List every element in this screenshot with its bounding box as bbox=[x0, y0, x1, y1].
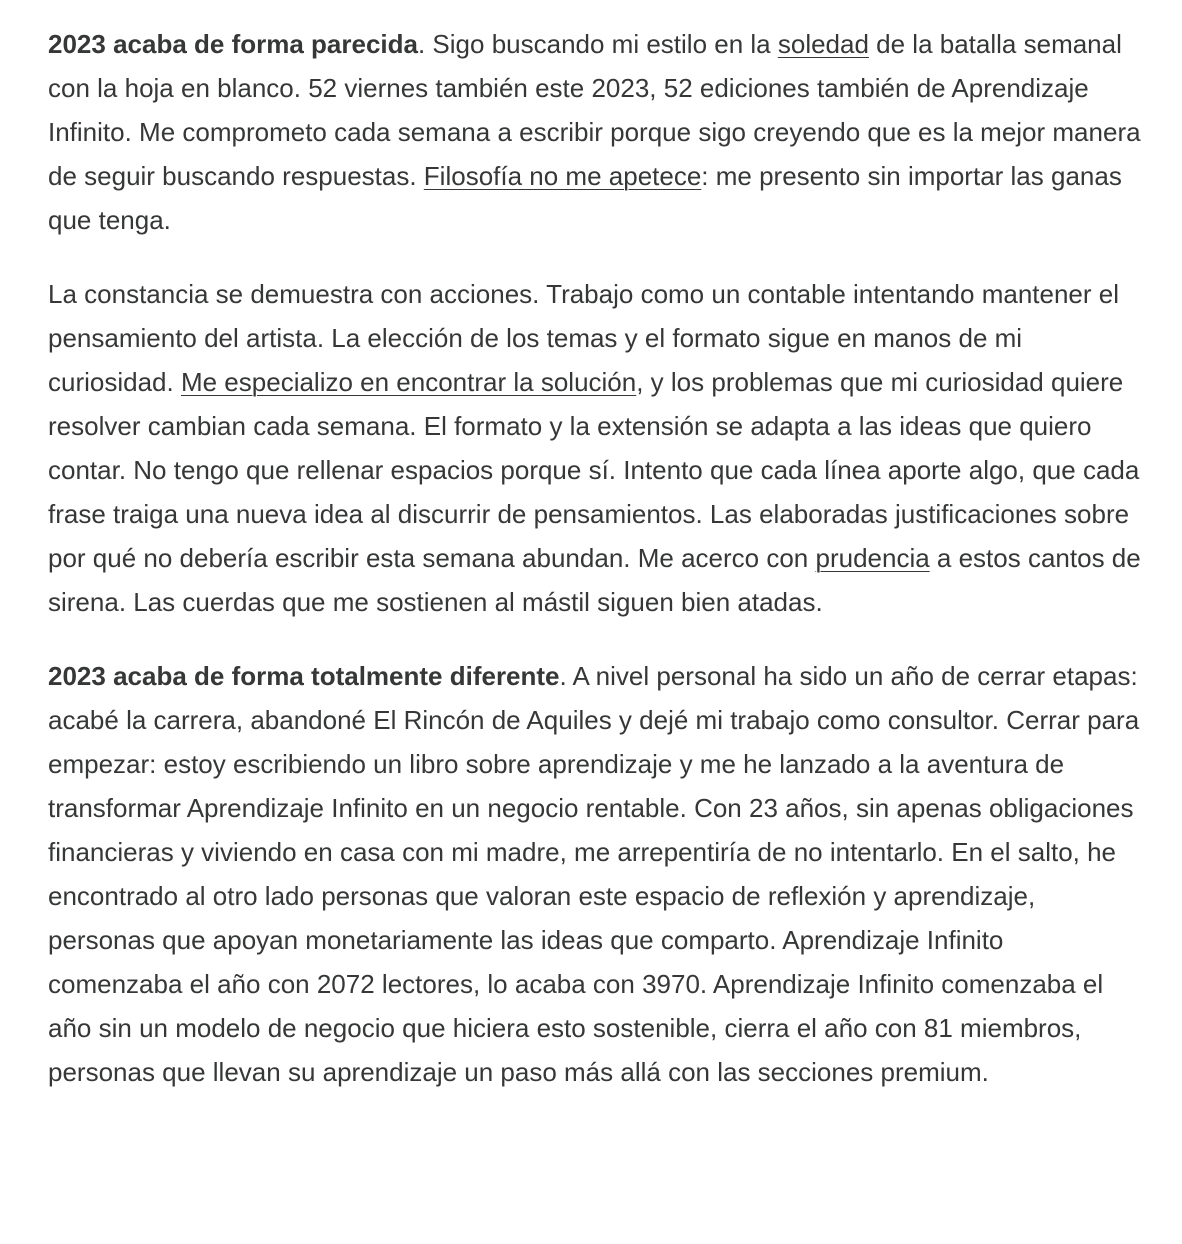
link-filosofia-no-me-apetece[interactable]: Filosofía no me apetece bbox=[423, 161, 702, 191]
paragraph-1-text-c: : me presento sin importar las ganas que tenga. bbox=[48, 161, 1122, 235]
paragraph-2-text-a: La constancia se demuestra con acciones. Trabajo como un contable intentando mantener el pensamiento del artista. La elección de los temas y el formato sigue en manos de mi curiosidad. bbox=[48, 279, 1120, 397]
paragraph-1-bold-lead: 2023 acaba de forma parecida bbox=[48, 29, 418, 59]
link-me-especializo[interactable]: Me especializo en encontrar la solución bbox=[180, 367, 637, 397]
paragraph-2-text-b: , y los problemas que mi curiosidad quiere resolver cambian cada semana. El formato y la extensión se adapta a las ideas que quiero contar. No tengo que rellenar espacios porque sí. Intento que cada línea aporte algo, que cada frase traiga una nueva idea al discurrir de pensamientos. Las elaboradas justificaciones sobre por qué no debería escribir esta semana abundan. Me acerco con bbox=[48, 367, 1140, 573]
link-soledad[interactable]: soledad bbox=[777, 29, 869, 59]
paragraph-3 bbox=[48, 654, 1142, 1094]
paragraph-2 bbox=[48, 272, 1142, 624]
paragraph-1-text-a: . Sigo buscando mi estilo en la bbox=[417, 29, 778, 59]
link-prudencia[interactable]: prudencia bbox=[815, 543, 930, 573]
paragraph-3-bold-lead: 2023 acaba de forma totalmente diferente bbox=[48, 661, 560, 691]
paragraph-2-text-c: a estos cantos de sirena. Las cuerdas que me sostienen al mástil siguen bien atadas. bbox=[48, 543, 1141, 617]
paragraph-3-text-a: . A nivel personal ha sido un año de cerrar etapas: acabé la carrera, abandoné El Rincón de Aquiles y dejé mi trabajo como consultor. Cerrar para empezar: estoy escribiendo un libro sobre aprendizaje y me he lanzado a la aventura de transformar Aprendizaje Infinito en un negocio rentable. Con 23 años, sin apenas obligaciones financieras y viviendo en casa con mi madre, me arrepentiría de no intentarlo. En el salto, he encontrado al otro lado personas que valoran este espacio de reflexión y aprendizaje, personas que apoyan monetariamente las ideas que comparto. Aprendizaje Infinito comenzaba el año con 2072 lectores, lo acaba con 3970. Aprendizaje Infinito comenzaba el año sin un modelo de negocio que hiciera esto sostenible, cierra el año con 81 miembros, personas que llevan su aprendizaje un paso más allá con las secciones premium. bbox=[48, 661, 1140, 1087]
paragraph-1-text-b: de la batalla semanal con la hoja en blanco. 52 viernes también este 2023, 52 ediciones también de Aprendizaje Infinito. Me comprometo cada semana a escribir porque sigo creyendo que es la mejor manera de seguir buscando respuestas. bbox=[48, 29, 1141, 191]
paragraph-1 bbox=[48, 22, 1142, 242]
